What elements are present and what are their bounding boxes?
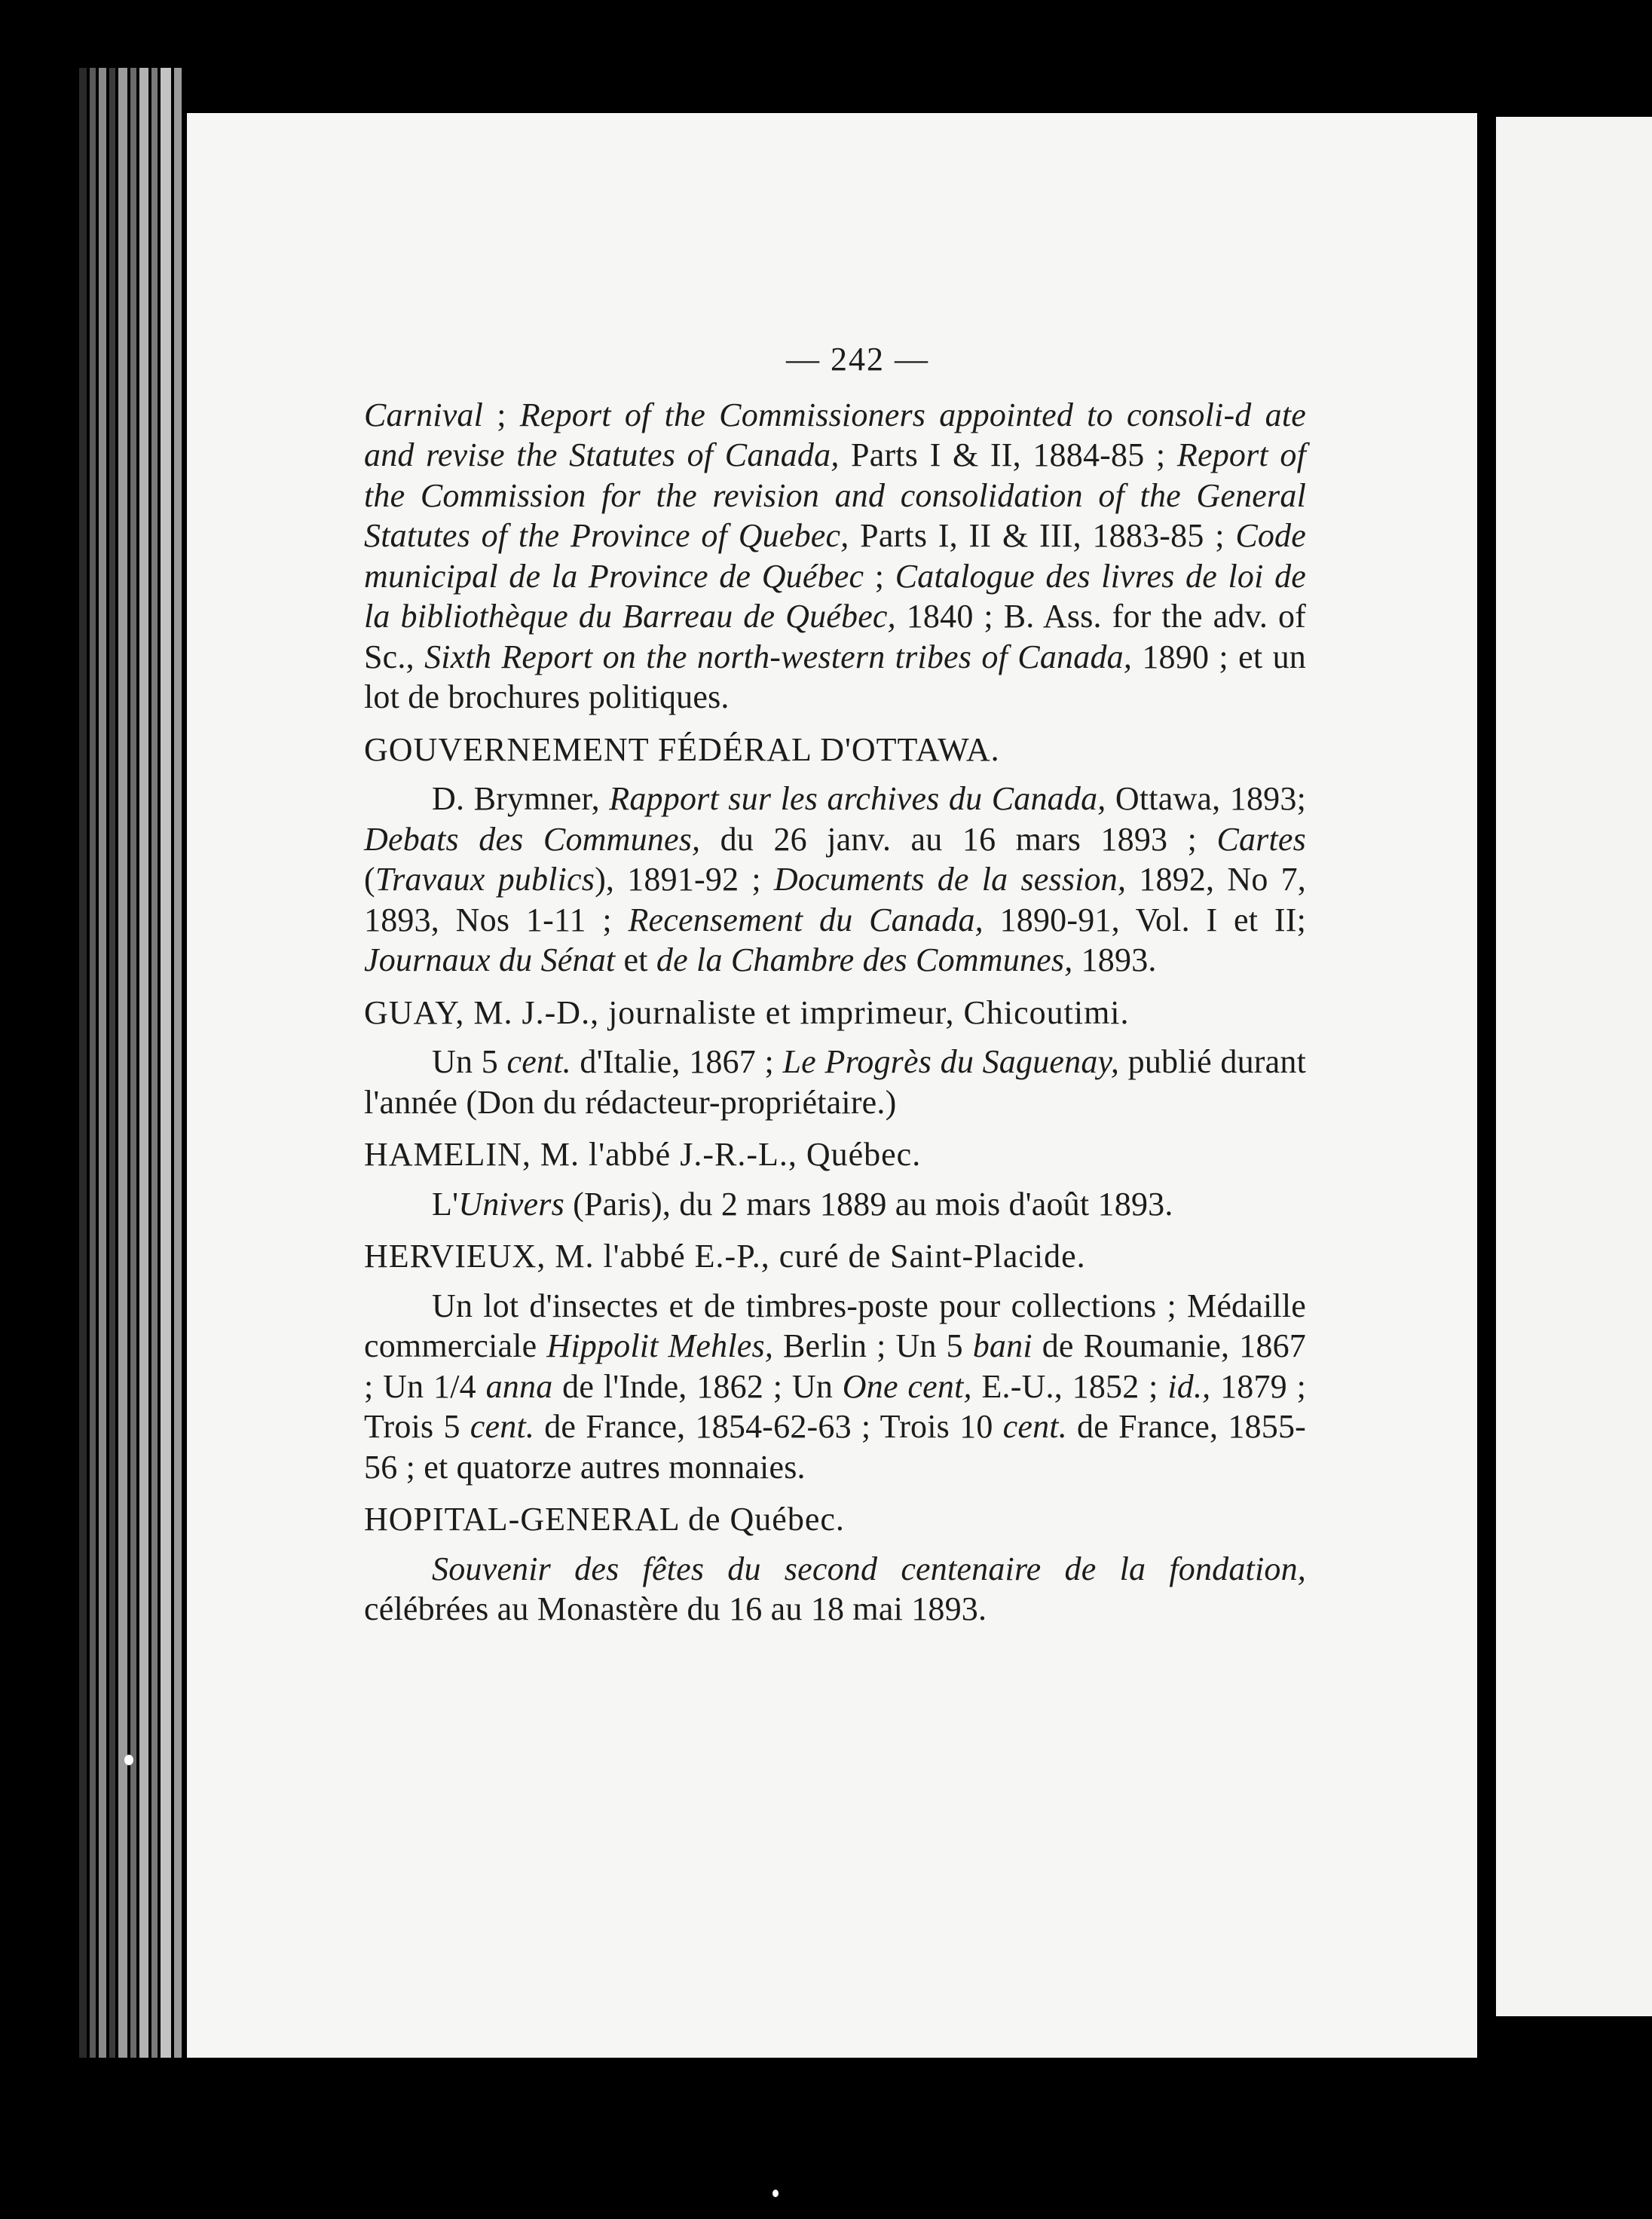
text-run: E.-U., 1852 ; [971, 1367, 1168, 1405]
italic-title: Travaux publics [375, 861, 595, 898]
italic-title: cent. [1002, 1408, 1067, 1445]
entry-paragraph [364, 1286, 1306, 1488]
text-run: de l'Inde, 1862 ; Un [552, 1367, 843, 1405]
text-run: de France, 1855-56 ; et quatorze autres monnaies. [364, 1408, 1306, 1486]
italic-title: id., [1167, 1367, 1211, 1405]
italic-title: Souvenir des fêtes du second centenaire de la fondation, [432, 1550, 1306, 1587]
text-run: L' [432, 1185, 459, 1223]
italic-title: Documents de la session, [773, 861, 1127, 898]
page-content [364, 395, 1306, 1630]
entry-heading [364, 1236, 1306, 1277]
entry-paragraph [364, 1184, 1306, 1225]
entry-heading [364, 730, 1306, 770]
text-run: du 26 janv. au 16 mars 1893 ; [700, 820, 1217, 858]
italic-title: Debats des Communes, [364, 820, 701, 858]
scan-speck [772, 2190, 779, 2197]
text-run: GOUVERNEMENT FÉDÉRAL D'OTTAWA. [364, 730, 1000, 768]
text-run: Ottawa, 1893; [1106, 780, 1307, 817]
italic-title: Journaux du Sénat [364, 941, 616, 978]
text-run: et [615, 941, 656, 978]
italic-title: Cartes [1216, 820, 1306, 858]
adjacent-page-edge [1496, 117, 1652, 2016]
scan-speck [124, 1755, 133, 1765]
entry-heading [364, 1499, 1306, 1540]
italic-title: Univers [458, 1185, 564, 1223]
italic-title: Report of the Commission for the revision and consolidation of the General Statutes of the Province of Quebec, [364, 436, 1306, 554]
text-run: de Roumanie, 1867 ; Un 1/4 [364, 1327, 1306, 1405]
italic-title: Catalogue des livres de loi de la bibliothèque du Barreau de Québec, [364, 557, 1307, 635]
italic-title: One cent, [842, 1367, 972, 1405]
text-run: GUAY, M. J.-D., journaliste et imprimeur, Chicoutimi. [364, 993, 1130, 1031]
italic-title: Rapport sur les archives du Canada, [609, 780, 1106, 817]
entry-paragraph [364, 1042, 1306, 1122]
text-run: 1879 ; Trois 5 [364, 1367, 1307, 1445]
italic-title: Recensement du Canada, [628, 901, 984, 938]
italic-title: Report of the Commissioners appointed to consoli-d ate and revise the Statutes of Canada, [364, 396, 1306, 473]
text-run: 1890-91, Vol. I et II; [983, 901, 1306, 938]
text-run: Parts I & II, 1884-85 ; [839, 436, 1177, 473]
text-run: 1890 ; et un lot de brochures politiques. [364, 638, 1306, 715]
text-run: ), 1891-92 ; [595, 861, 774, 898]
italic-title: cent. [470, 1408, 535, 1445]
italic-title: anna [485, 1367, 553, 1405]
text-run: Berlin ; Un 5 [773, 1327, 973, 1364]
text-run: Un 5 [432, 1043, 507, 1080]
italic-title: Code municipal de la Province de Québec [364, 517, 1306, 595]
entry-heading [364, 993, 1306, 1033]
text-run: ; [483, 396, 520, 433]
page-number: — 242 — [786, 341, 929, 378]
italic-title: cent. [506, 1043, 571, 1080]
book-page [187, 113, 1477, 2058]
entry-paragraph [364, 779, 1306, 981]
text-run: HERVIEUX, M. l'abbé E.-P., curé de Saint-Placide. [364, 1238, 1086, 1275]
text-run: d'Italie, 1867 ; [571, 1043, 783, 1080]
text-run: célébrées au Monastère du 16 au 18 mai 1893. [364, 1590, 987, 1627]
italic-title: Hippolit Mehles, [546, 1327, 774, 1364]
text-run: ( [364, 861, 375, 898]
text-run: Un lot d'insectes et de timbres-poste pour collections ; Médaille commerciale [364, 1287, 1306, 1364]
text-run: 1893. [1072, 941, 1157, 978]
text-run: ; [864, 557, 895, 595]
entry-heading [364, 1134, 1306, 1175]
text-run: HOPITAL-GENERAL de Québec. [364, 1501, 845, 1538]
text-run: publié durant l'année (Don du rédacteur-propriétaire.) [364, 1043, 1306, 1121]
text-run: 1892, No 7, 1893, Nos 1-11 ; [364, 861, 1307, 938]
text-run: Parts I, II & III, 1883-85 ; [849, 517, 1236, 554]
page-text [364, 339, 1306, 1630]
italic-title: Carnival [364, 396, 484, 433]
italic-title: de la Chambre des Communes, [656, 941, 1073, 978]
italic-title: bani [972, 1327, 1032, 1364]
italic-title: Le Progrès du Saguenay, [782, 1043, 1120, 1080]
text-run: (Paris), du 2 mars 1889 au mois d'août 1893. [564, 1185, 1173, 1223]
text-run: de France, 1854-62-63 ; Trois 10 [534, 1408, 1003, 1445]
continued-paragraph [364, 395, 1306, 718]
text-run: 1840 ; B. Ass. for the adv. of Sc., [364, 598, 1306, 675]
entry-paragraph [364, 1549, 1306, 1630]
text-run: HAMELIN, M. l'abbé J.-R.-L., Québec. [364, 1136, 922, 1173]
italic-title: Sixth Report on the north-western tribes of Canada, [424, 638, 1133, 675]
text-run: D. Brymner, [432, 780, 610, 817]
